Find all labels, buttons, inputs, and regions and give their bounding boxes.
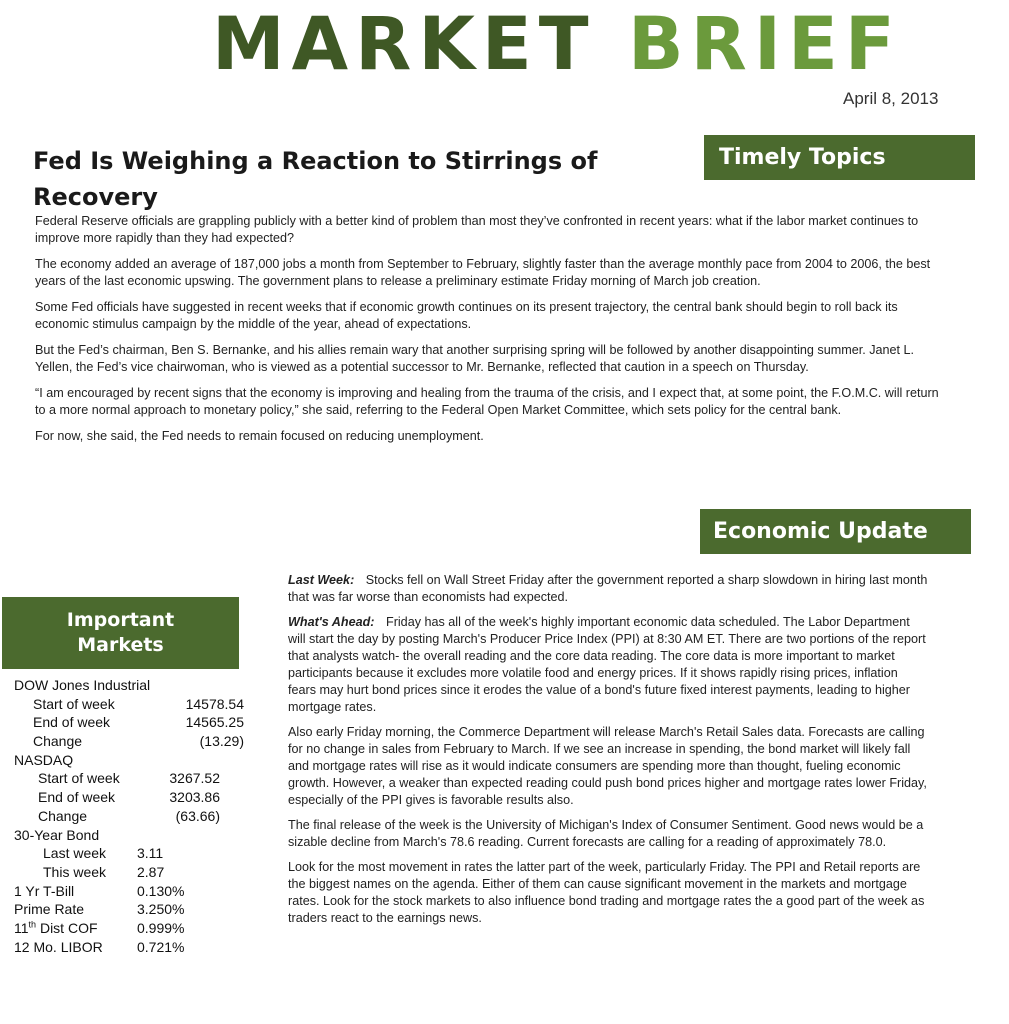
last-week-text: Stocks fell on Wall Street Friday after the government reported a sharp slowdown in hiring last month that was far worse than economists had expected. bbox=[288, 573, 928, 604]
nasdaq-start-value: 3267.52 bbox=[169, 770, 220, 787]
bond-this-row bbox=[14, 863, 244, 882]
article-body bbox=[35, 213, 940, 454]
tbill-row bbox=[14, 882, 244, 901]
libor-label: 12 Mo. LIBOR bbox=[14, 938, 103, 955]
bond-title: 30-Year Bond bbox=[14, 826, 100, 843]
bond-title-row bbox=[14, 826, 244, 845]
whats-ahead-label: What's Ahead: bbox=[288, 615, 375, 629]
bond-last-row bbox=[14, 844, 244, 863]
economic-update-body bbox=[288, 572, 928, 935]
bond-last-label: Last week bbox=[43, 845, 107, 862]
important-markets-line1: Important bbox=[66, 609, 175, 631]
bond-this-value: 2.87 bbox=[137, 863, 165, 880]
nasdaq-change-value: (63.66) bbox=[175, 807, 220, 824]
nasdaq-end-value: 3203.86 bbox=[169, 789, 220, 806]
nasdaq-end-row bbox=[14, 788, 244, 807]
timely-topics-banner: Timely Topics bbox=[704, 135, 975, 180]
libor-value: 0.721% bbox=[137, 938, 185, 955]
dow-change-row bbox=[14, 732, 244, 751]
dow-change-value: (13.29) bbox=[199, 733, 244, 750]
article-paragraph: Federal Reserve officials are grappling publicly with a better kind of problem than most they’ve confronted in recent years: what if the labor market continues to improve more rapidly than they had expected? bbox=[35, 214, 919, 245]
dow-end-label: End of week bbox=[33, 714, 111, 731]
update-paragraph: The final release of the week is the University of Michigan's Index of Consumer Sentiment. Good news would be a sizable decline from March's 78.6 reading. Current forecasts are calling for a reading of approximately 78.0. bbox=[288, 818, 924, 849]
cof-label-num: 11 bbox=[14, 919, 29, 936]
libor-row bbox=[14, 938, 244, 957]
update-paragraph: Also early Friday morning, the Commerce Department will release March's Retail Sales data. Forecasts are calling for no change in sales from February to March. If we see an increase in spending, the bond market will likely fall and mortgage rates will rise as it would indicate consumers are spending more than thought, fueling economic growth. However, a weaker than expected reading could push bond prices higher and mortgage rates lower Friday, especially of the PPI gives is favorable results also. bbox=[288, 725, 927, 807]
cof-row bbox=[14, 919, 244, 938]
important-markets-line2: Markets bbox=[77, 634, 164, 656]
dow-title-row bbox=[14, 676, 244, 695]
important-markets-banner bbox=[2, 597, 239, 669]
nasdaq-change-label: Change bbox=[38, 807, 88, 824]
article-headline: Fed Is Weighing a Reaction to Stirrings of Recovery bbox=[33, 147, 598, 211]
issue-date: April 8, 2013 bbox=[843, 89, 939, 108]
nasdaq-end-label: End of week bbox=[38, 789, 116, 806]
dow-change-label: Change bbox=[33, 733, 83, 750]
tbill-value: 0.130% bbox=[137, 882, 185, 899]
tbill-label: 1 Yr T-Bill bbox=[14, 882, 75, 899]
nasdaq-change-row bbox=[14, 807, 244, 826]
article-paragraph: “I am encouraged by recent signs that the economy is improving and healing from the trauma of the crisis, and I expect that, at some point, the F.O.M.C. will return to a more normal approach to monetary policy,” she said, referring to the Federal Open Market Committee, which sets policy for the central bank. bbox=[35, 386, 939, 417]
prime-label: Prime Rate bbox=[14, 901, 85, 918]
masthead-word-brief: BRIEF bbox=[628, 2, 902, 87]
masthead-word-market: MARKET bbox=[212, 2, 596, 87]
dow-start-label: Start of week bbox=[33, 695, 115, 712]
article-paragraph: Some Fed officials have suggested in recent weeks that if economic growth continues on its present trajectory, the central bank should begin to roll back its economic stimulus campaign by the middle of the year, ahead of expectations. bbox=[35, 300, 898, 331]
nasdaq-title: NASDAQ bbox=[14, 751, 74, 768]
cof-label-rest: Dist COF bbox=[36, 919, 98, 936]
whats-ahead-paragraph bbox=[288, 614, 928, 716]
article-paragraph: But the Fed’s chairman, Ben S. Bernanke, and his allies remain wary that another surprising spring will be followed by another disappointing summer. Janet L. Yellen, the Fed’s vice chairwoman, who is viewed as a potential successor to Mr. Bernanke, reflected that caution in a speech on Thursday. bbox=[35, 343, 915, 374]
dow-end-row bbox=[14, 713, 244, 732]
cof-label-sup: th bbox=[28, 919, 37, 930]
masthead-title bbox=[212, 2, 902, 88]
important-markets-table bbox=[14, 676, 244, 956]
article-paragraph: For now, she said, the Fed needs to remain focused on reducing unemployment. bbox=[35, 429, 484, 443]
dow-end-value: 14565.25 bbox=[185, 714, 244, 731]
bond-last-value: 3.11 bbox=[137, 845, 164, 862]
dow-start-row bbox=[14, 695, 244, 714]
dow-start-value: 14578.54 bbox=[185, 695, 244, 712]
dow-title: DOW Jones Industrial bbox=[14, 677, 151, 693]
whats-ahead-text: Friday has all of the week's highly important economic data scheduled. The Labor Department will start the day by posting March's Producer Price Index (PPI) at 8:30 AM ET. There are two portions of the report that analysts watch- the overall reading and the core data reading. The core data is more important to market participants because it excludes more volatile food and energy prices. If it shows rapidly rising prices, inflation fears may hurt bond prices since it erodes the value of a bond's future fixed interest payments, leading to higher mortgage rates. bbox=[288, 615, 926, 714]
bond-this-label: This week bbox=[43, 863, 107, 880]
update-paragraph: Look for the most movement in rates the latter part of the week, particularly Friday. The PPI and Retail reports are the biggest names on the agenda. Either of them can cause significant movement in the markets and mortgage rates. Look for the stock markets to also influence bond trading and mortgage rates the a good part of the week as traders react to the earnings news. bbox=[288, 860, 925, 925]
economic-update-banner: Economic Update bbox=[700, 509, 971, 554]
article-paragraph: The economy added an average of 187,000 jobs a month from September to February, slightly faster than the average monthly pace from 2004 to 2006, the best years of the last economic upswing. The government plans to release a preliminary estimate Friday morning of March job creation. bbox=[35, 257, 931, 288]
nasdaq-start-row bbox=[14, 769, 244, 788]
prime-value: 3.250% bbox=[137, 901, 185, 918]
nasdaq-start-label: Start of week bbox=[38, 770, 120, 787]
cof-label bbox=[14, 919, 98, 938]
last-week-paragraph bbox=[288, 572, 928, 606]
cof-value: 0.999% bbox=[137, 919, 185, 936]
prime-row bbox=[14, 900, 244, 919]
nasdaq-title-row bbox=[14, 751, 244, 770]
last-week-label: Last Week: bbox=[288, 573, 355, 587]
